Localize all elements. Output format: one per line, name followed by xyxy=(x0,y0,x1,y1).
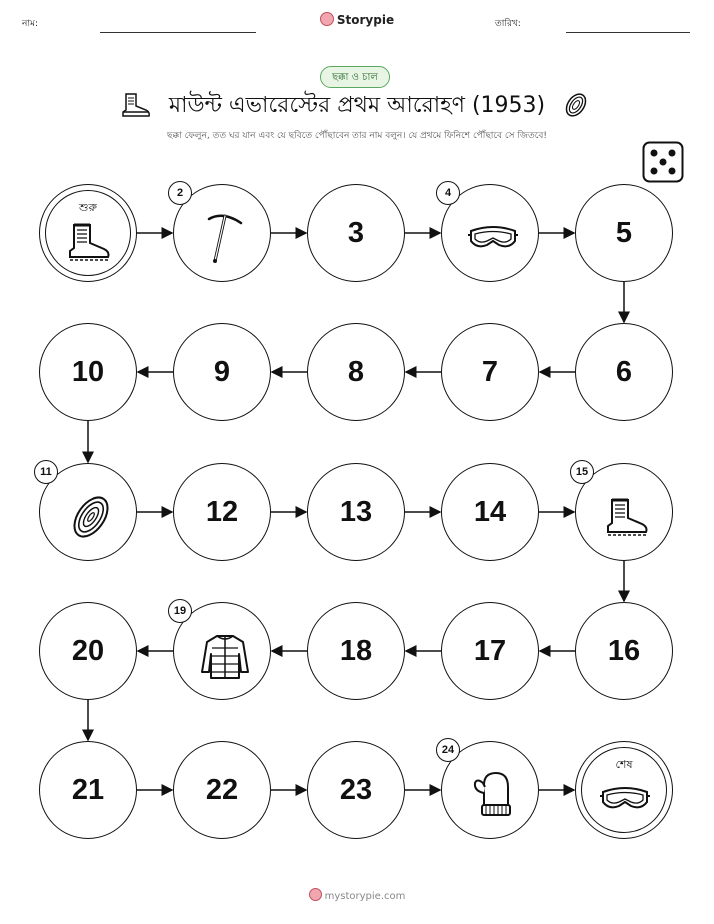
footer-url[interactable]: mystorypie.com xyxy=(324,891,406,902)
board-cell-1[interactable] xyxy=(39,184,137,282)
game-type-badge: ছক্কা ও চাল xyxy=(320,66,390,88)
board-cell-3[interactable] xyxy=(307,184,405,282)
end-label: শেষ xyxy=(615,758,633,771)
cell-number: 10 xyxy=(71,355,105,388)
board-cell-14[interactable] xyxy=(441,463,539,561)
cell-number-badge: 15 xyxy=(570,460,594,484)
cell-number: 6 xyxy=(615,355,633,388)
goggles-icon xyxy=(467,223,519,257)
cell-number: 17 xyxy=(473,634,507,667)
brand-name: Storypie xyxy=(336,13,395,27)
cell-number: 9 xyxy=(213,355,231,388)
cell-number-badge: 4 xyxy=(436,181,460,205)
board-cell-10[interactable] xyxy=(39,323,137,421)
storypie-logo-icon xyxy=(309,888,322,901)
board-cell-16[interactable] xyxy=(575,602,673,700)
cell-number-badge: 2 xyxy=(168,181,192,205)
cell-number-badge: 11 xyxy=(34,460,58,484)
boot-icon xyxy=(604,497,650,541)
ice-axe-icon xyxy=(203,211,247,269)
jacket-icon xyxy=(200,632,250,684)
cell-number-badge: 19 xyxy=(168,599,192,623)
board-cell-5[interactable] xyxy=(575,184,673,282)
cell-number: 12 xyxy=(205,495,239,528)
cell-number: 16 xyxy=(607,634,641,667)
board-cell-6[interactable] xyxy=(575,323,673,421)
board-cell-8[interactable] xyxy=(307,323,405,421)
page-title: মাউন্ট এভারেস্টের প্রথম আরোহণ (1953) xyxy=(168,93,546,118)
cell-number: 22 xyxy=(205,773,239,806)
boot-icon xyxy=(66,222,112,266)
board-cell-13[interactable] xyxy=(307,463,405,561)
date-label: তারিখ: xyxy=(495,19,521,29)
footer xyxy=(0,888,714,902)
board-cell-18[interactable] xyxy=(307,602,405,700)
board-cell-20[interactable] xyxy=(39,602,137,700)
cell-number-badge: 24 xyxy=(436,738,460,762)
cell-number: 20 xyxy=(71,634,105,667)
cell-number: 14 xyxy=(473,495,507,528)
mitten-icon xyxy=(472,771,514,823)
cell-number: 5 xyxy=(615,216,633,249)
cell-number: 3 xyxy=(347,216,365,249)
start-label: শুরু xyxy=(79,201,97,214)
cell-number: 18 xyxy=(339,634,373,667)
board-cell-25[interactable] xyxy=(575,741,673,839)
goggles-icon xyxy=(599,784,651,818)
board-cell-21[interactable] xyxy=(39,741,137,839)
board-cell-17[interactable] xyxy=(441,602,539,700)
rope-icon xyxy=(68,491,114,547)
instructions: ছক্কা ফেলুন, তত ঘর যান এবং যে ছবিতে পৌঁছাবেন তার নাম বলুন। যে প্রথমে ফিনিশে পৌঁছাবে সে জিতবে! xyxy=(167,131,547,141)
cell-number: 21 xyxy=(71,773,105,806)
cell-number: 13 xyxy=(339,495,373,528)
board-cell-12[interactable] xyxy=(173,463,271,561)
board-cell-9[interactable] xyxy=(173,323,271,421)
board-cell-7[interactable] xyxy=(441,323,539,421)
cell-number: 8 xyxy=(347,355,365,388)
cell-number: 7 xyxy=(481,355,499,388)
cell-number: 23 xyxy=(339,773,373,806)
name-label: নাম: xyxy=(22,19,39,29)
board-cell-22[interactable] xyxy=(173,741,271,839)
board-cell-23[interactable] xyxy=(307,741,405,839)
